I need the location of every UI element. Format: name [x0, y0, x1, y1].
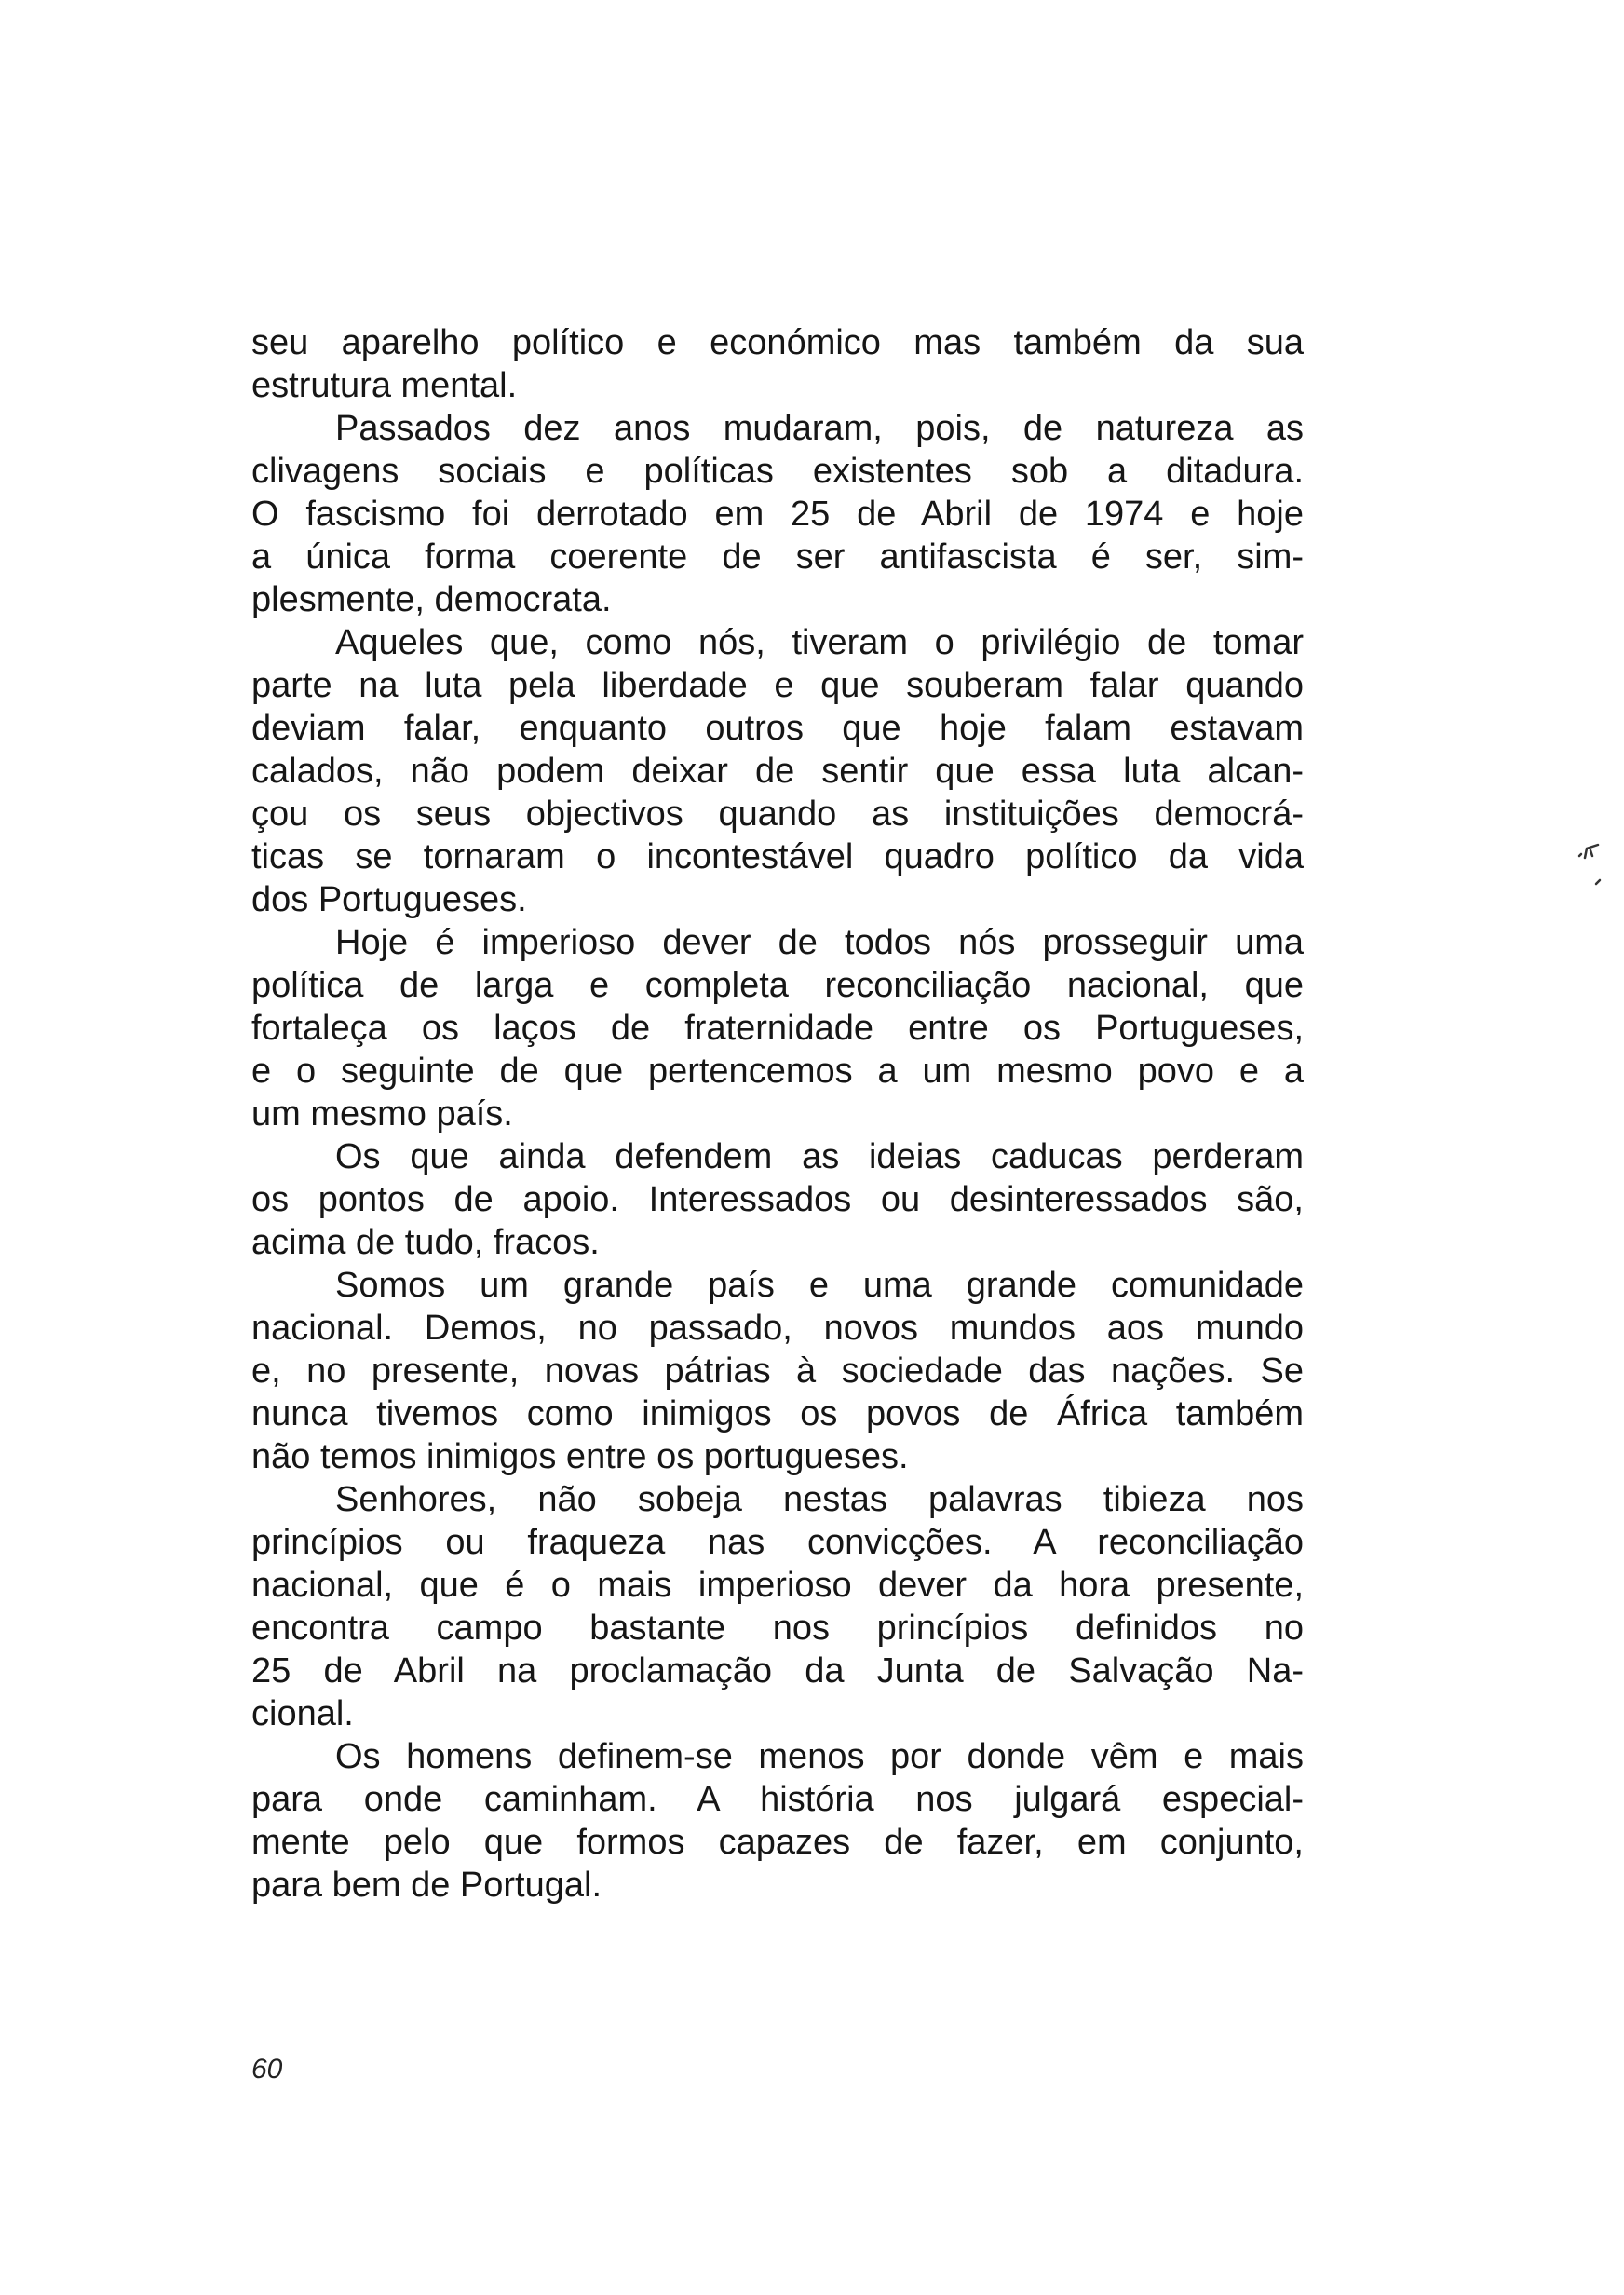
text-line: os pontos de apoio. Interessados ou desinteressados são, [251, 1180, 1304, 1219]
text-line: Aqueles que, como nós, tiveram o privilégio de tomar [335, 623, 1304, 662]
text-line: deviam falar, enquanto outros que hoje falam estavam [251, 709, 1304, 748]
text-line: e, no presente, novas pátrias à sociedade das nações. Se [251, 1351, 1304, 1391]
text-line: ticas se tornaram o incontestável quadro político da vida [251, 837, 1304, 876]
text-line: Os que ainda defendem as ideias caducas perderam [335, 1137, 1304, 1176]
paragraph-p3 [251, 621, 1304, 921]
text-line: estrutura mental. [251, 366, 518, 405]
text-line: nunca tivemos como inimigos os povos de África também [251, 1394, 1304, 1433]
text-line: mente pelo que formos capazes de fazer, em conjunto, [251, 1823, 1304, 1862]
text-line: Somos um grande país e uma grande comunidade [335, 1266, 1304, 1305]
paragraph-p4 [251, 921, 1304, 1135]
margin-mark-icon [1577, 843, 1604, 889]
text-line: encontra campo bastante nos princípios definidos no [251, 1609, 1304, 1648]
page-number: 60 [251, 2054, 283, 2085]
paragraph-p5 [251, 1135, 1304, 1264]
text-line: para onde caminham. A história nos julgará especial- [251, 1780, 1304, 1819]
paragraph-p7 [251, 1478, 1304, 1735]
text-line: fortaleça os laços de fraternidade entre os Portugueses, [251, 1009, 1304, 1048]
text-line: um mesmo país. [251, 1094, 513, 1134]
text-line: Senhores, não sobeja nestas palavras tibieza nos [335, 1480, 1304, 1519]
text-line: seu aparelho político e económico mas também da sua [251, 323, 1304, 362]
text-line: a única forma coerente de ser antifascista é ser, sim- [251, 537, 1304, 577]
text-line: Hoje é imperioso dever de todos nós prosseguir uma [335, 923, 1304, 962]
text-line: Passados dez anos mudaram, pois, de natureza as [335, 409, 1304, 448]
text-line: dos Portugueses. [251, 880, 527, 919]
text-line: calados, não podem deixar de sentir que essa luta alcan- [251, 752, 1304, 791]
text-line: política de larga e completa reconciliação nacional, que [251, 966, 1304, 1005]
text-line: clivagens sociais e políticas existentes sob a ditadura. [251, 452, 1304, 491]
text-line: plesmente, democrata. [251, 580, 612, 619]
text-line: O fascismo foi derrotado em 25 de Abril de 1974 e hoje [251, 495, 1304, 534]
text-line: não temos inimigos entre os portugueses. [251, 1437, 909, 1476]
paragraph-p8 [251, 1735, 1304, 1907]
text-line: çou os seus objectivos quando as instituições democrá- [251, 794, 1304, 834]
text-line: acima de tudo, fracos. [251, 1223, 600, 1262]
text-line: para bem de Portugal. [251, 1866, 602, 1905]
text-line: parte na luta pela liberdade e que souberam falar quando [251, 666, 1304, 705]
text-line: cional. [251, 1694, 354, 1733]
body-text [251, 321, 1304, 1907]
paragraph-p2 [251, 407, 1304, 621]
paragraph-p1 [251, 321, 1304, 407]
text-line: princípios ou fraqueza nas convicções. A reconciliação [251, 1523, 1304, 1562]
text-line: nacional, que é o mais imperioso dever da hora presente, [251, 1566, 1304, 1605]
text-line: 25 de Abril na proclamação da Junta de Salvação Na- [251, 1651, 1304, 1691]
paragraph-p6 [251, 1264, 1304, 1478]
text-line: nacional. Demos, no passado, novos mundos aos mundo [251, 1309, 1304, 1348]
text-line: e o seguinte de que pertencemos a um mesmo povo e a [251, 1052, 1304, 1091]
text-line: Os homens definem-se menos por donde vêm e mais [335, 1737, 1304, 1776]
